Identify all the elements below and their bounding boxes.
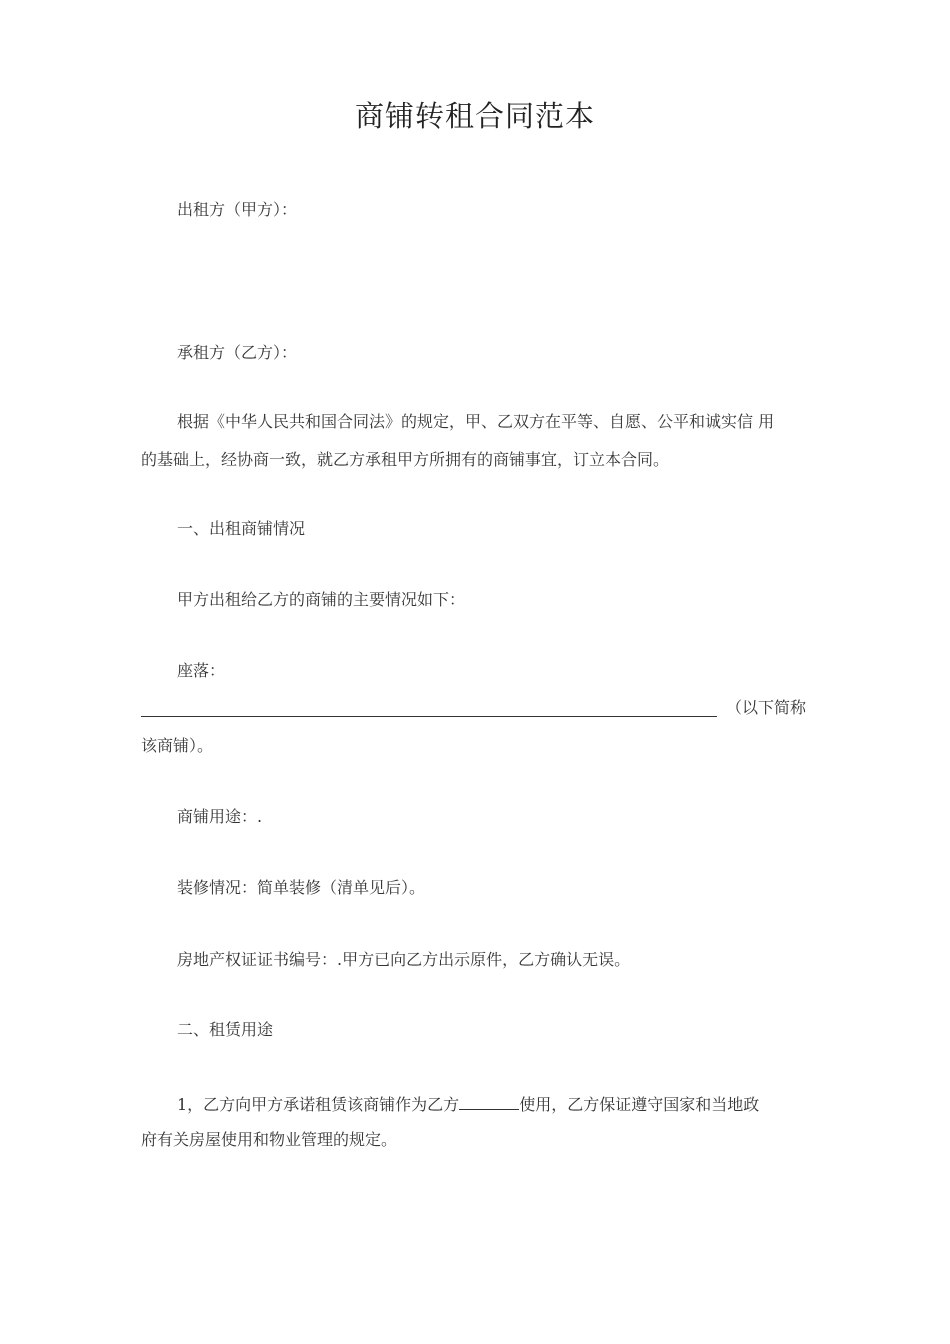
location-suffix-2: 该商铺）。 bbox=[141, 736, 214, 755]
shop-usage: 商铺用途：. bbox=[177, 807, 263, 826]
item1-part1: 1，乙方向甲方承诺租赁该商铺作为乙方 bbox=[177, 1095, 460, 1114]
usage-blank bbox=[459, 1091, 519, 1110]
section1-intro: 甲方出租给乙方的商铺的主要情况如下： bbox=[177, 590, 466, 609]
item1-part2: 使用，乙方保证遵守国家和当地政 bbox=[519, 1095, 760, 1114]
preamble-line-2: 的基础上，经协商一致，就乙方承租甲方所拥有的商铺事宜，订立本合同。 bbox=[141, 450, 670, 469]
preamble-line-1: 根据《中华人民共和国合同法》的规定，甲、乙双方在平等、自愿、公平和诚实信 用 bbox=[177, 412, 775, 431]
section1-heading: 一、出租商铺情况 bbox=[177, 519, 306, 538]
decoration-status: 装修情况：简单装修（清单见后）。 bbox=[177, 878, 426, 897]
section2-heading: 二、租赁用途 bbox=[177, 1020, 274, 1039]
lessee-label: 承租方（乙方）： bbox=[177, 343, 298, 362]
location-label: 座落： bbox=[177, 661, 226, 680]
document-title: 商铺转租合同范本 bbox=[354, 99, 595, 133]
lessor-label: 出租方（甲方）： bbox=[177, 200, 298, 219]
location-suffix: （以下简称 bbox=[726, 698, 807, 717]
property-certificate: 房地产权证证书编号：.甲方已向乙方出示原件，乙方确认无误。 bbox=[177, 950, 631, 969]
section2-item-1 bbox=[177, 1091, 759, 1116]
location-blank-line bbox=[141, 716, 717, 717]
section2-item-1-line-2: 府有关房屋使用和物业管理的规定。 bbox=[141, 1130, 398, 1149]
